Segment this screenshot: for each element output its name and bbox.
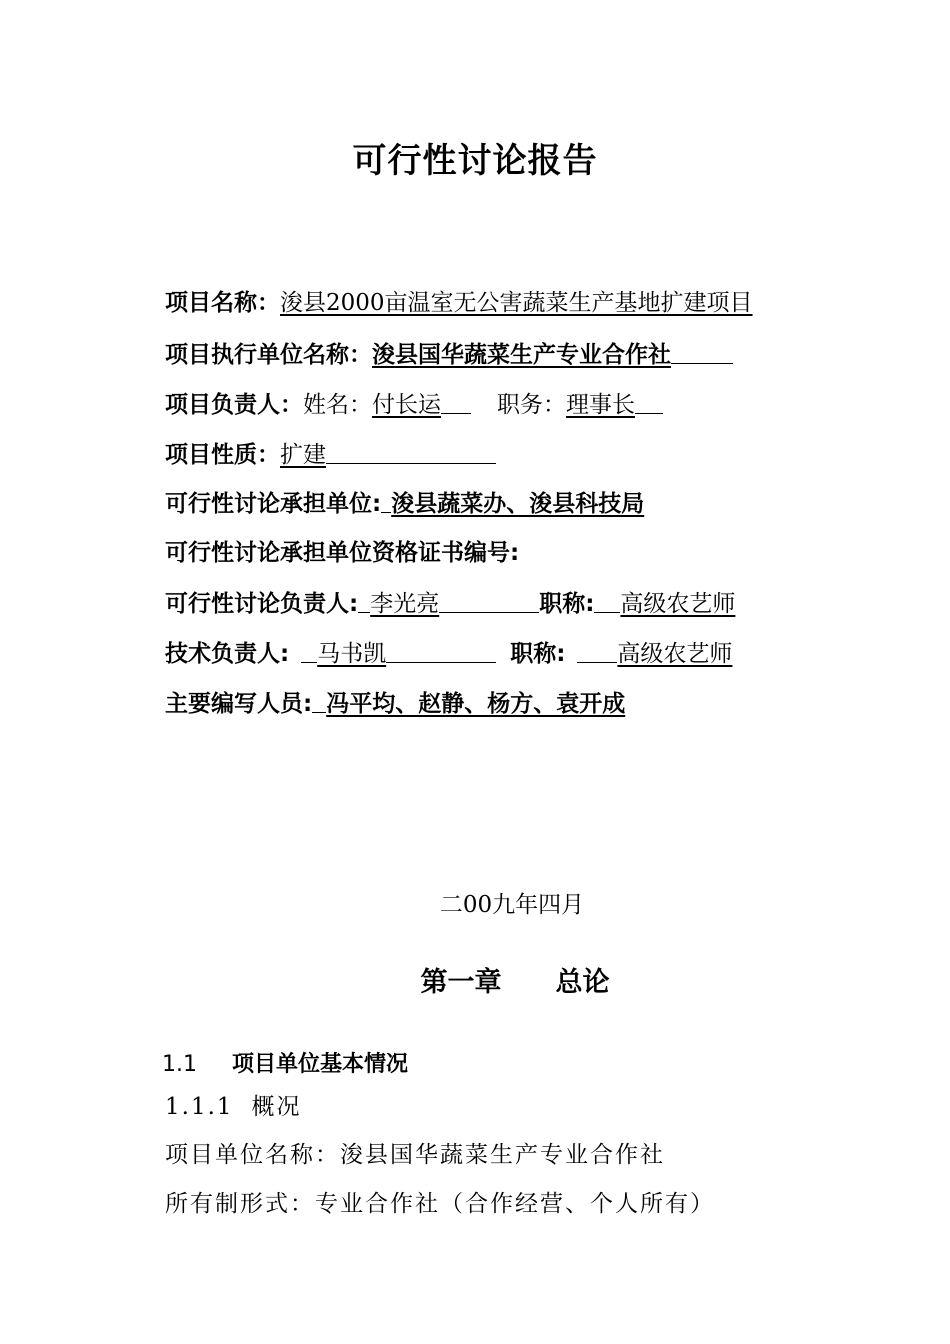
field-value: 高级农艺师	[594, 591, 735, 617]
subsection-title: 概况	[251, 1094, 302, 1120]
field-label: 项目执行单位名称：	[165, 342, 372, 368]
field-value: 马书凯	[301, 641, 496, 667]
field-study-leader	[165, 588, 735, 619]
field-tech-leader	[165, 638, 732, 669]
document-title: 可行性讨论报告	[352, 141, 598, 181]
chapter-name: 总论	[555, 967, 610, 998]
chapter-number: 第一章	[420, 967, 502, 998]
field-label: 技术负责人:	[165, 641, 290, 667]
field-value: 浚县蔬菜办、浚县科技局	[391, 491, 645, 517]
field-label: 可行性讨论承担单位资格证书编号:	[165, 540, 520, 566]
field-label: 可行性讨论承担单位:	[165, 491, 382, 517]
body-paragraph: 项目单位名称：浚县国华蔬菜生产专业合作社	[165, 1142, 665, 1168]
field-value: 付长运	[372, 392, 471, 418]
field-value: 浚县国华蔬菜生产专业合作社	[372, 342, 733, 368]
field-value: 李光亮	[358, 591, 539, 617]
field-nature	[165, 439, 496, 470]
field-label: 可行性讨论负责人:	[165, 591, 359, 617]
field-label: 姓名：	[303, 392, 372, 418]
field-value: 浚县2000亩温室无公害蔬菜生产基地扩建项目	[280, 290, 753, 316]
field-leader	[165, 389, 663, 420]
field-cert-number	[165, 538, 519, 568]
section-number: 1.1	[162, 1052, 197, 1077]
field-label: 项目名称：	[165, 290, 280, 316]
field-exec-unit	[165, 339, 733, 370]
field-label: 职称:	[539, 591, 595, 617]
field-writers	[165, 688, 625, 719]
section-heading	[162, 1047, 408, 1078]
field-value: 冯平均、赵静、杨方、袁开成	[326, 691, 626, 717]
subsection-heading	[165, 1088, 302, 1121]
field-label: 职称:	[510, 641, 566, 667]
field-label: 项目负责人：	[165, 392, 303, 418]
field-label: 项目性质：	[165, 442, 280, 468]
field-label: 职务：	[497, 392, 566, 418]
section-title: 项目单位基本情况	[232, 1052, 409, 1077]
document-date: 二00九年四月	[439, 892, 585, 918]
field-value: 扩建	[280, 442, 496, 468]
field-project-name	[165, 288, 753, 318]
field-label: 主要编写人员:	[165, 691, 313, 717]
subsection-number: 1.1.1	[165, 1094, 234, 1120]
body-paragraph: 所有制形式：专业合作社（合作经营、个人所有）	[165, 1191, 715, 1217]
field-value: 高级农艺师	[577, 641, 732, 667]
field-study-unit	[165, 488, 644, 519]
chapter-heading	[0, 960, 950, 999]
field-value: 理事长	[566, 392, 663, 418]
